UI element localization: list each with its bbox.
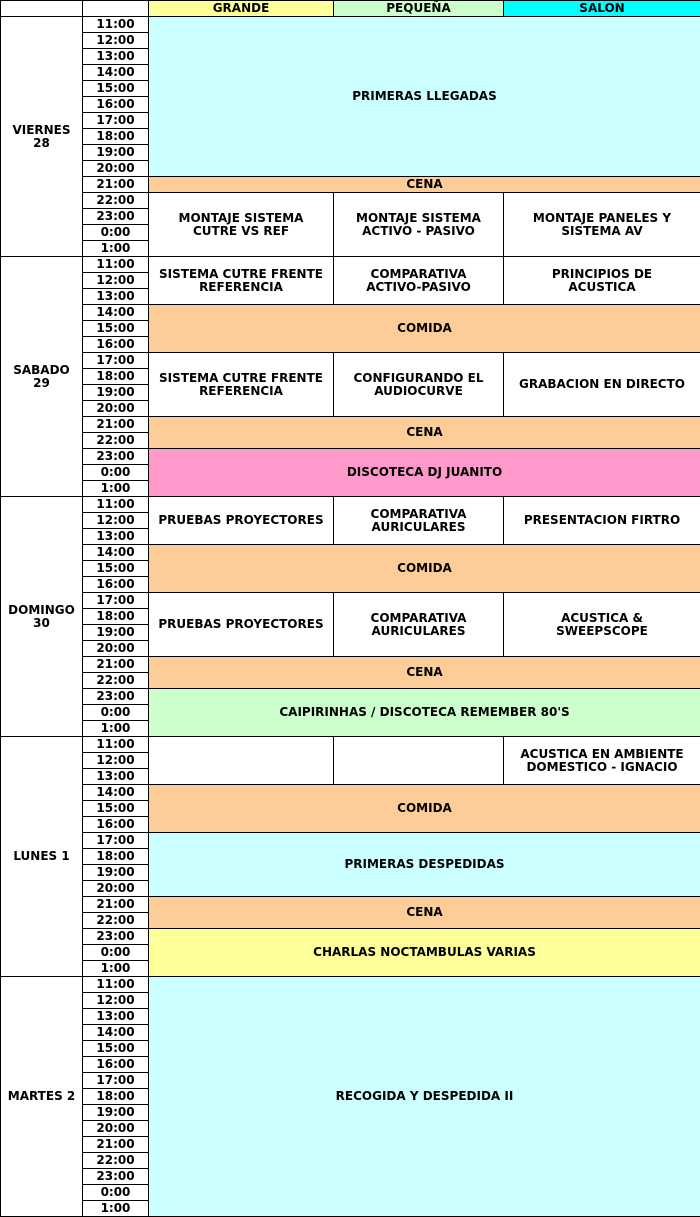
hour-cell: 23:00	[83, 449, 149, 465]
hour-cell: 0:00	[83, 945, 149, 961]
event-comparativa-activo: COMPARATIVA ACTIVO-PASIVO	[334, 257, 504, 305]
hour-cell: 13:00	[83, 289, 149, 305]
hour-cell: 0:00	[83, 1185, 149, 1201]
hour-cell: 16:00	[83, 337, 149, 353]
corner-cell-hours	[83, 1, 149, 17]
event-pruebas-proyectores-1: PRUEBAS PROYECTORES	[149, 497, 334, 545]
event-comida: COMIDA	[149, 785, 700, 833]
day-viernes: VIERNES 28	[1, 17, 83, 257]
hour-cell: 18:00	[83, 609, 149, 625]
event-comida: COMIDA	[149, 305, 700, 353]
hour-cell: 22:00	[83, 1153, 149, 1169]
hour-cell: 18:00	[83, 1089, 149, 1105]
hour-cell: 22:00	[83, 193, 149, 209]
hour-cell: 0:00	[83, 465, 149, 481]
hour-cell: 12:00	[83, 33, 149, 49]
event-comparativa-auriculares-1: COMPARATIVA AURICULARES	[334, 497, 504, 545]
hour-cell: 19:00	[83, 1105, 149, 1121]
hour-cell: 1:00	[83, 241, 149, 257]
hour-cell: 20:00	[83, 1121, 149, 1137]
event-comida: COMIDA	[149, 545, 700, 593]
corner-cell	[1, 1, 83, 17]
hour-cell: 13:00	[83, 529, 149, 545]
hour-cell: 15:00	[83, 321, 149, 337]
hour-cell: 22:00	[83, 913, 149, 929]
hour-cell: 0:00	[83, 705, 149, 721]
hour-cell: 20:00	[83, 881, 149, 897]
hour-cell: 0:00	[83, 225, 149, 241]
hour-cell: 22:00	[83, 433, 149, 449]
event-primeras-llegadas: PRIMERAS LLEGADAS	[149, 17, 700, 177]
hour-cell: 11:00	[83, 257, 149, 273]
hour-cell: 21:00	[83, 1137, 149, 1153]
hour-cell: 12:00	[83, 513, 149, 529]
hour-cell: 12:00	[83, 993, 149, 1009]
hour-cell: 22:00	[83, 673, 149, 689]
hour-cell: 17:00	[83, 113, 149, 129]
event-principios-acustica: PRINCIPIOS DE ACUSTICA	[504, 257, 700, 305]
hour-cell: 21:00	[83, 177, 149, 193]
header-row	[1, 1, 700, 17]
hour-cell: 16:00	[83, 577, 149, 593]
day-sabado: SABADO 29	[1, 257, 83, 497]
hour-cell: 16:00	[83, 817, 149, 833]
hour-cell: 11:00	[83, 737, 149, 753]
hour-cell: 11:00	[83, 497, 149, 513]
event-configurando-audiocurve: CONFIGURANDO EL AUDIOCURVE	[334, 353, 504, 417]
hour-cell: 17:00	[83, 593, 149, 609]
hour-cell: 19:00	[83, 625, 149, 641]
event-acustica-sweepscope: ACUSTICA & SWEEPSCOPE	[504, 593, 700, 657]
hour-cell: 19:00	[83, 865, 149, 881]
event-acustica-ambiente: ACUSTICA EN AMBIENTE DOMESTICO - IGNACIO	[504, 737, 700, 785]
hour-cell: 13:00	[83, 49, 149, 65]
header-pequena: PEQUEÑA	[334, 1, 504, 17]
hour-cell: 16:00	[83, 1057, 149, 1073]
hour-cell: 16:00	[83, 97, 149, 113]
hour-cell: 12:00	[83, 753, 149, 769]
event-montaje-activo: MONTAJE SISTEMA ACTIVO - PASIVO	[334, 193, 504, 257]
hour-cell: 12:00	[83, 273, 149, 289]
event-grabacion-directo: GRABACION EN DIRECTO	[504, 353, 700, 417]
hour-cell: 17:00	[83, 353, 149, 369]
event-discoteca: DISCOTECA DJ JUANITO	[149, 449, 700, 497]
hour-cell: 19:00	[83, 385, 149, 401]
day-martes: MARTES 2	[1, 977, 83, 1217]
hour-cell: 18:00	[83, 369, 149, 385]
day-lunes: LUNES 1	[1, 737, 83, 977]
event-cena: CENA	[149, 177, 700, 193]
event-montaje-paneles: MONTAJE PANELES Y SISTEMA AV	[504, 193, 700, 257]
hour-cell: 11:00	[83, 17, 149, 33]
hour-cell: 14:00	[83, 785, 149, 801]
hour-cell: 15:00	[83, 561, 149, 577]
event-montaje-cutre: MONTAJE SISTEMA CUTRE VS REF	[149, 193, 334, 257]
day-domingo: DOMINGO 30	[1, 497, 83, 737]
hour-cell: 1:00	[83, 481, 149, 497]
header-grande: GRANDE	[149, 1, 334, 17]
hour-cell: 21:00	[83, 417, 149, 433]
hour-cell: 14:00	[83, 305, 149, 321]
event-empty-pequena	[334, 737, 504, 785]
hour-cell: 20:00	[83, 401, 149, 417]
hour-cell: 23:00	[83, 1169, 149, 1185]
event-cena: CENA	[149, 897, 700, 929]
event-cena: CENA	[149, 417, 700, 449]
event-caipirinhas: CAIPIRINHAS / DISCOTECA REMEMBER 80'S	[149, 689, 700, 737]
hour-cell: 15:00	[83, 801, 149, 817]
hour-cell: 13:00	[83, 1009, 149, 1025]
hour-cell: 20:00	[83, 161, 149, 177]
hour-cell: 15:00	[83, 1041, 149, 1057]
event-comparativa-auriculares-2: COMPARATIVA AURICULARES	[334, 593, 504, 657]
hour-cell: 1:00	[83, 1201, 149, 1217]
event-sistema-cutre-2: SISTEMA CUTRE FRENTE REFERENCIA	[149, 353, 334, 417]
event-pruebas-proyectores-2: PRUEBAS PROYECTORES	[149, 593, 334, 657]
hour-cell: 18:00	[83, 849, 149, 865]
hour-cell: 23:00	[83, 929, 149, 945]
hour-cell: 19:00	[83, 145, 149, 161]
hour-cell: 15:00	[83, 81, 149, 97]
hour-cell: 20:00	[83, 641, 149, 657]
hour-cell: 14:00	[83, 1025, 149, 1041]
hour-cell: 21:00	[83, 897, 149, 913]
hour-cell: 23:00	[83, 209, 149, 225]
header-salon: SALON	[504, 1, 700, 17]
hour-cell: 14:00	[83, 65, 149, 81]
hour-cell: 11:00	[83, 977, 149, 993]
event-cena: CENA	[149, 657, 700, 689]
event-recogida: RECOGIDA Y DESPEDIDA II	[149, 977, 700, 1217]
event-charlas: CHARLAS NOCTAMBULAS VARIAS	[149, 929, 700, 977]
hour-cell: 18:00	[83, 129, 149, 145]
hour-cell: 13:00	[83, 769, 149, 785]
hour-cell: 23:00	[83, 689, 149, 705]
hour-cell: 17:00	[83, 1073, 149, 1089]
event-presentacion-firtro: PRESENTACION FIRTRO	[504, 497, 700, 545]
event-primeras-despedidas: PRIMERAS DESPEDIDAS	[149, 833, 700, 897]
hour-cell: 14:00	[83, 545, 149, 561]
event-empty-grande	[149, 737, 334, 785]
hour-cell: 17:00	[83, 833, 149, 849]
hour-cell: 1:00	[83, 721, 149, 737]
hour-cell: 21:00	[83, 657, 149, 673]
event-sistema-cutre-1: SISTEMA CUTRE FRENTE REFERENCIA	[149, 257, 334, 305]
hour-cell: 1:00	[83, 961, 149, 977]
